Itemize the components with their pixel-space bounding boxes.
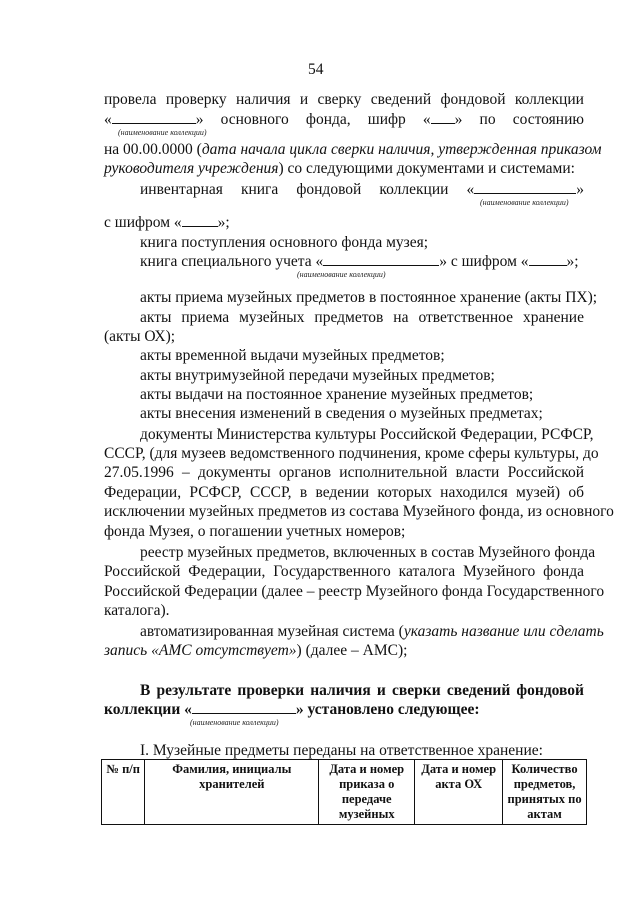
p1-line-4: руководителя учреждения) со следующими документами и системами:	[104, 160, 575, 177]
docs-line-6: фонда Музея, о погашении учетных номеров;	[104, 523, 406, 540]
receipt-book-line: книга поступления основного фонда музея;	[140, 234, 429, 251]
col-number: № п/п	[102, 760, 145, 825]
cipher-blank[interactable]	[431, 110, 455, 124]
col-act: Дата и номер акта ОХ	[415, 760, 503, 825]
acts-temp-line: акты временной выдачи музейных предметов;	[140, 347, 445, 364]
result-line-1: В результате проверки наличия и сверки сведений фондовой	[140, 682, 584, 699]
docs-line-1: документы Министерства культуры Российской Федерации, РСФСР,	[140, 426, 594, 443]
docs-line-5: исключении музейных предметов из состава Музейного фонда, из основного	[104, 503, 614, 520]
ams-line-1: автоматизированная музейная система (указать название или сделать	[140, 623, 604, 640]
collection-caption: (наименование коллекции)	[118, 128, 207, 137]
table-header-row	[102, 760, 587, 825]
acts-internal-line: акты внутримузейной передачи музейных предметов;	[140, 367, 495, 384]
inventory-caption: (наименование коллекции)	[480, 198, 569, 207]
acts-changes-line: акты внесения изменений в сведения о музейных предметах;	[140, 405, 543, 422]
storage-table	[101, 759, 587, 825]
registry-line-2: Российской Федерации, Государственного каталога Музейного фонда	[104, 563, 584, 580]
acts-px-line: акты приема музейных предметов в постоянное хранение (акты ПХ);	[140, 289, 598, 306]
inventory-book-line: инвентарная книга фондовой коллекции « »	[140, 181, 584, 198]
result-caption: (наименование коллекции)	[190, 718, 279, 727]
docs-line-3: 27.05.1996 – документы органов исполнительной власти Российской	[104, 464, 584, 481]
col-order: Дата и номер приказа о передаче музейных	[319, 760, 415, 825]
registry-line-4: каталога).	[104, 602, 170, 619]
special-collection-blank[interactable]	[323, 252, 439, 266]
page-number: 54	[308, 61, 324, 78]
registry-line-3: Российской Федерации (далее – реестр Музейного фонда Государственного	[104, 583, 605, 600]
special-caption: (наименование коллекции)	[297, 270, 386, 279]
p1-line-1: провела проверку наличия и сверку сведений фондовой коллекции	[104, 91, 584, 108]
docs-line-2: СССР, (для музеев ведомственного подчинения, кроме сферы культуры, до	[104, 445, 599, 462]
acts-ox-line: акты приема музейных предметов на ответственное хранение	[140, 309, 584, 326]
ams-line-2: запись «АМС отсутствует») (далее – АМС);	[104, 642, 408, 659]
result-collection-blank[interactable]	[192, 700, 296, 714]
section-heading: I. Музейные предметы переданы на ответственное хранение:	[140, 742, 543, 759]
special-book-line: книга специального учета « » с шифром « »;	[140, 253, 579, 270]
p1-line-2: « » основного фонда, шифр « » по состоянию	[104, 111, 584, 128]
special-cipher-blank[interactable]	[529, 252, 567, 266]
acts-permanent-line: акты выдачи на постоянное хранение музейных предметов;	[140, 386, 534, 403]
col-custodians: Фамилия, инициалы хранителей	[145, 760, 319, 825]
inventory-cipher-line: с шифром « »;	[104, 214, 230, 231]
col-quantity: Количество предметов, принятых по актам	[503, 760, 587, 825]
inventory-cipher-blank[interactable]	[182, 213, 218, 227]
collection-name-blank[interactable]	[112, 110, 196, 124]
registry-line-1: реестр музейных предметов, включенных в состав Музейного фонда	[140, 544, 596, 561]
acts-ox-tail: (акты ОХ);	[104, 328, 176, 345]
p1-line-3: на 00.00.0000 (дата начала цикла сверки наличия, утвержденная приказом	[104, 141, 602, 158]
docs-line-4: Федерации, РСФСР, СССР, в ведении которых находился музей) об	[104, 484, 584, 501]
result-line-2: коллекции « » установлено следующее:	[104, 701, 480, 718]
inventory-collection-blank[interactable]	[474, 180, 576, 194]
